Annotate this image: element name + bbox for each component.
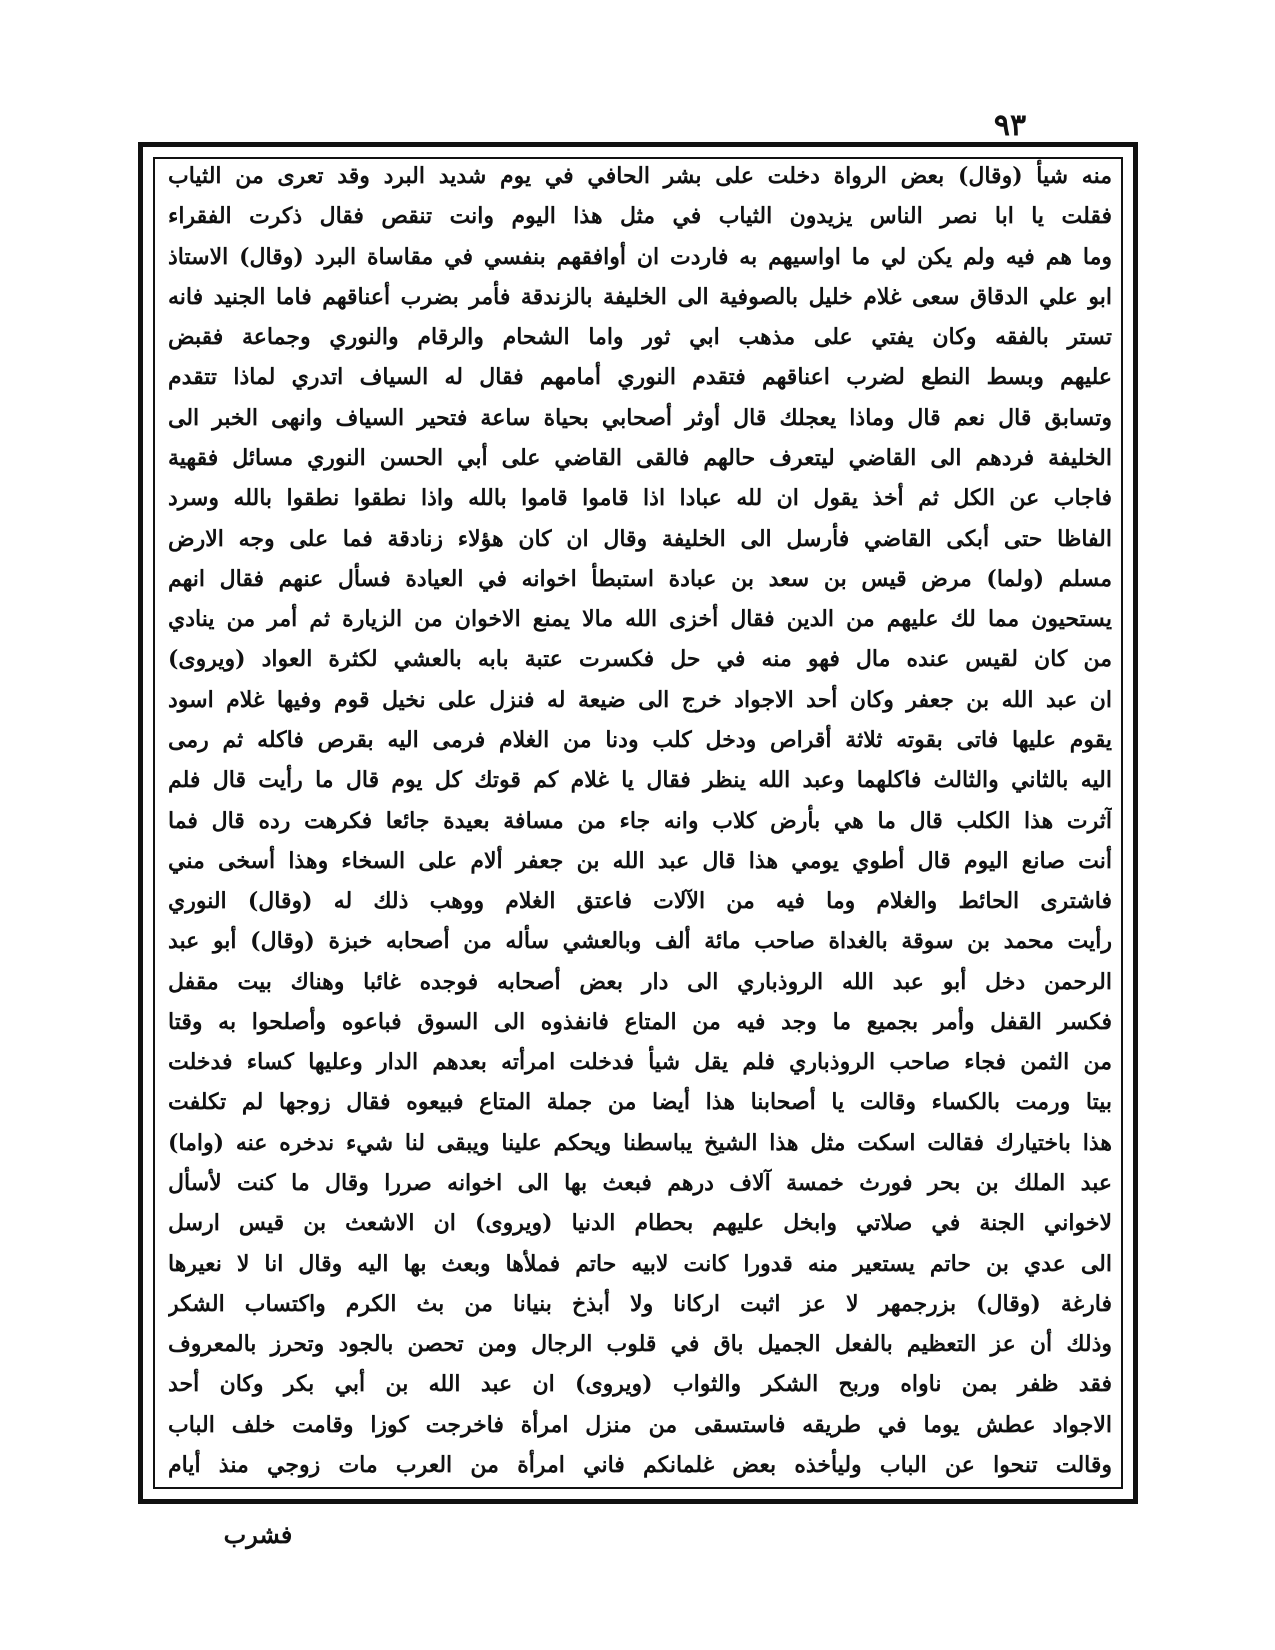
page-number: ٩٣ [993, 108, 1027, 143]
text-line: هذا باختيارك فقالت اسكت مثل هذا الشيخ يباسطنا ويحكم علينا ويبقى لنا شيء ندخره عنه (واما) [168, 1129, 1112, 1156]
text-line: الى عدي بن حاتم يستعير منه قدورا كانت لابيه حاتم فملأها وبعث بها اليه وقال انا لا نعيرها [168, 1250, 1112, 1277]
text-line: الاجواد عطش يوما في طريقه فاستسقى من منزل امرأة فاخرجت كوزا وقامت خلف الباب [168, 1411, 1112, 1438]
text-line: فكسر القفل وأمر بجميع ما وجد فيه من المتاع فانفذوه الى السوق فباعوه وأصلحوا به وقتا [168, 1008, 1112, 1035]
text-line: لاخواني الجنة في صلاتي وابخل عليهم بحطام الدنيا (ويروى) ان الاشعث بن قيس ارسل [168, 1210, 1112, 1237]
text-line: اليه بالثاني والثالث فاكلهما وعبد الله ينظر فقال يا غلام كم قوتك كل يوم قال ما رأيت قال فلم [168, 767, 1112, 794]
text-line: من الثمن فجاء صاحب الروذباري فلم يقل شيأ فدخلت امرأته بعدهم الدار وعليها كساء فدخلت [168, 1049, 1112, 1076]
text-line: الخليفة فردهم الى القاضي ليتعرف حالهم فالقى القاضي على أبي الحسن النوري مسائل فقهية [168, 444, 1112, 471]
text-line: الفاظا حتى أبكى القاضي فأرسل الى الخليفة وقال ان كان هؤلاء زنادقة فما على وجه الارض [168, 525, 1112, 552]
text-line: وتسابق قال نعم قال وماذا يعجلك قال أوثر أصحابي بحياة ساعة فتحير السياف وانهى الخبر الى [168, 404, 1112, 431]
text-line: يقوم عليها فاتى بقوته ثلاثة أقراص ودخل كلب ودنا من الغلام فرمى اليه بقرص فاكله ثم رمى [168, 726, 1112, 753]
text-line: ابو علي الدقاق سعى غلام خليل بالصوفية الى الخليفة بالزندقة فأمر بضرب أعناقهم فاما الجنيد فانه [168, 283, 1112, 310]
text-line: ان عبد الله بن جعفر وكان أحد الاجواد خرج الى ضيعة له فنزل على نخيل قوم وفيها غلام اسود [168, 686, 1112, 713]
text-line: فاجاب عن الكل ثم أخذ يقول ان لله عبادا اذا قاموا قاموا بالله واذا نطقوا نطقوا بالله وسرد [168, 485, 1112, 512]
text-line: فقد ظفر بمن ناواه وربح الشكر والثواب (ويروى) ان عبد الله بن أبي بكر وكان أحد [168, 1371, 1112, 1398]
text-line: الرحمن دخل أبو عبد الله الروذباري الى دار بعض أصحابه فوجده غائبا وهناك بيت مقفل [168, 968, 1112, 995]
text-line: رأيت محمد بن سوقة بالغداة صاحب مائة ألف وبالعشي سأله من أصحابه خبزة (وقال) أبو عبد [168, 928, 1112, 955]
text-line: عبد الملك بن بحر فورث خمسة آلاف درهم فبعث بها الى اخوانه صررا وقال ما كنت لأسأل [168, 1170, 1112, 1197]
text-body [168, 158, 1112, 1484]
text-line: تستر بالفقه وكان يفتي على مذهب ابي ثور واما الشحام والرقام والنوري وجماعة فقبض [168, 324, 1112, 351]
text-line: يستحيون مما لك عليهم من الدين فقال أخزى الله مالا يمنع الاخوان من الزيارة ثم أمر من ينادي [168, 606, 1112, 633]
text-line: وقالت تنحوا عن الباب وليأخذه بعض غلمانكم فاني امرأة من العرب مات زوجي منذ أيام [168, 1452, 1112, 1478]
catchword: فشرب [223, 1520, 293, 1549]
text-line: وما هم فيه ولم يكن لي ما اواسيهم به فاردت ان أوافقهم بنفسي في مقاساة البرد (وقال) الاستاذ [168, 243, 1112, 270]
text-line: فاشترى الحائط والغلام وما فيه من الآلات فاعتق الغلام ووهب ذلك له (وقال) النوري [168, 888, 1112, 915]
text-line: وذلك أن عز التعظيم بالفعل الجميل باق في قلوب الرجال ومن تحصن بالجود وتحرز بالمعروف [168, 1331, 1112, 1358]
text-line: فارغة (وقال) بزرجمهر لا عز اثبت اركانا ولا أبذخ بنيانا من بث الكرم واكتساب الشكر [168, 1290, 1112, 1317]
text-line: مسلم (ولما) مرض قيس بن سعد بن عبادة استبطأ اخوانه في العيادة فسأل عنهم فقال انهم [168, 565, 1112, 592]
text-line: من كان لقيس عنده مال فهو منه في حل فكسرت عتبة بابه بالعشي لكثرة العواد (ويروى) [168, 646, 1112, 673]
text-line: أنت صانع اليوم قال أطوي يومي هذا قال عبد الله بن جعفر ألام على السخاء وهذا أسخى مني [168, 847, 1112, 874]
text-line: عليهم وبسط النطع لضرب اعناقهم فتقدم النوري أمامهم فقال له السياف اتدري لماذا تتقدم [168, 364, 1112, 391]
text-line: آثرت هذا الكلب قال ما هي بأرض كلاب وانه جاء من مسافة بعيدة جائعا فكرهت رده قال فما [168, 807, 1112, 834]
text-line: فقلت يا ابا نصر الناس يزيدون الثياب في مثل هذا اليوم وانت تنقص فقال ذكرت الفقراء [168, 203, 1112, 230]
text-line: بيتا ورمت بالكساء وقالت يا أصحابنا هذا أيضا من جملة المتاع فبيعوه فقال زوجها لم تكلفت [168, 1089, 1112, 1116]
text-line: منه شيأ (وقال) بعض الرواة دخلت على بشر الحافي في يوم شديد البرد وقد تعرى من الثياب [168, 163, 1112, 189]
